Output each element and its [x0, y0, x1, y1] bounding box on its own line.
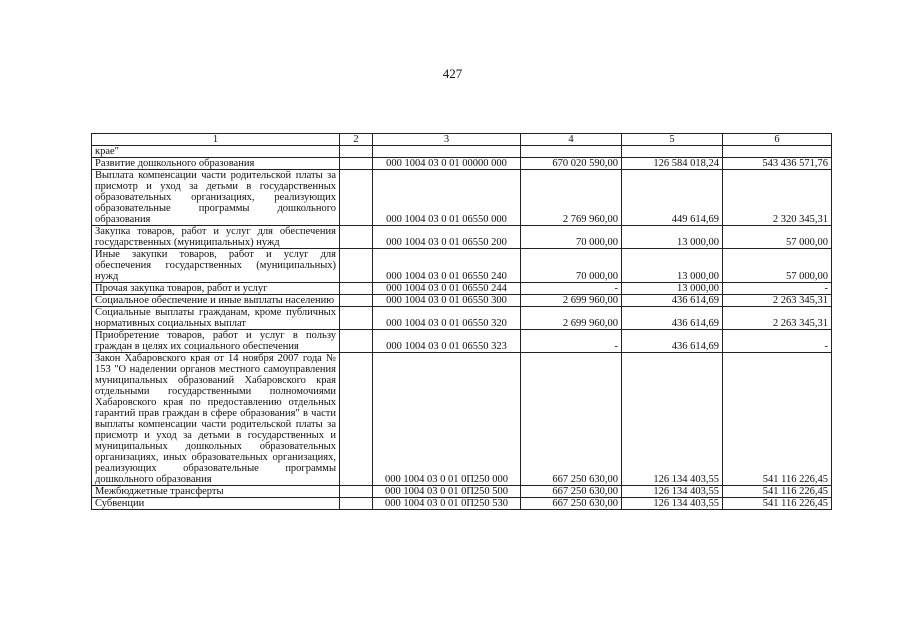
row-col2	[340, 498, 373, 510]
row-col4: 70 000,00	[521, 226, 622, 249]
table-row	[92, 146, 832, 158]
row-code: 000 1004 03 0 01 06550 300	[373, 295, 521, 307]
row-col6: 57 000,00	[723, 249, 832, 283]
row-col6: 2 263 345,31	[723, 295, 832, 307]
row-col4: 667 250 630,00	[521, 498, 622, 510]
row-col5: 126 584 018,24	[622, 158, 723, 170]
row-col2	[340, 146, 373, 158]
row-col5: 436 614,69	[622, 307, 723, 330]
row-col2	[340, 295, 373, 307]
column-header-5: 5	[622, 134, 723, 146]
row-code: 000 1004 03 0 01 0П250 530	[373, 498, 521, 510]
row-code: 000 1004 03 0 01 0П250 500	[373, 486, 521, 498]
row-col6: 2 263 345,31	[723, 307, 832, 330]
row-col6: 541 116 226,45	[723, 498, 832, 510]
row-col5: 436 614,69	[622, 330, 723, 353]
row-col6: -	[723, 330, 832, 353]
row-code: 000 1004 03 0 01 06550 323	[373, 330, 521, 353]
row-col2	[340, 170, 373, 226]
row-name: Социальное обеспечение и иные выплаты населению	[92, 295, 340, 307]
row-col5: 13 000,00	[622, 249, 723, 283]
row-col6: 541 116 226,45	[723, 353, 832, 486]
table-row	[92, 249, 832, 283]
table-row	[92, 486, 832, 498]
row-col2	[340, 226, 373, 249]
table-row	[92, 295, 832, 307]
row-col5: 449 614,69	[622, 170, 723, 226]
row-col6: 57 000,00	[723, 226, 832, 249]
row-col6	[723, 146, 832, 158]
row-code: 000 1004 03 0 01 06550 244	[373, 283, 521, 295]
row-col2	[340, 486, 373, 498]
row-col4: 667 250 630,00	[521, 353, 622, 486]
row-col4: -	[521, 330, 622, 353]
row-col5: 13 000,00	[622, 226, 723, 249]
row-name: Иные закупки товаров, работ и услуг для обеспечения государственных (муниципальных) нужд	[92, 249, 340, 283]
row-col5: 126 134 403,55	[622, 498, 723, 510]
row-col4: 667 250 630,00	[521, 486, 622, 498]
budget-table	[91, 133, 832, 510]
row-col2	[340, 330, 373, 353]
row-name: Социальные выплаты гражданам, кроме публичных нормативных социальных выплат	[92, 307, 340, 330]
column-header-6: 6	[723, 134, 832, 146]
row-name: Закупка товаров, работ и услуг для обеспечения государственных (муниципальных) нужд	[92, 226, 340, 249]
page-number: 427	[442, 66, 463, 81]
row-col4: 2 699 960,00	[521, 307, 622, 330]
row-col4: -	[521, 283, 622, 295]
row-col2	[340, 353, 373, 486]
table-row	[92, 330, 832, 353]
row-name: Межбюджетные трансферты	[92, 486, 340, 498]
row-name: Субвенции	[92, 498, 340, 510]
table-row	[92, 158, 832, 170]
row-name: Закон Хабаровского края от 14 ноября 2007 года № 153 "О наделении органов местного самоуправления муниципальных образований Хабаровского края отдельными государственными полномочиями Хабаровского края по предоставлению отдельных гарантий прав граждан в сфере образования" в части выплаты компенсации части родительской платы за присмотр и уход за детьми в государственных и муниципальных дошкольных образовательных организациях, иных образовательных организациях, реализующих образовательные программы дошкольного образования	[92, 353, 340, 486]
row-col6: 2 320 345,31	[723, 170, 832, 226]
table-row	[92, 226, 832, 249]
table-row	[92, 283, 832, 295]
table-row	[92, 170, 832, 226]
row-col6: -	[723, 283, 832, 295]
row-col4: 670 020 590,00	[521, 158, 622, 170]
row-col4: 2 769 960,00	[521, 170, 622, 226]
row-col6: 543 436 571,76	[723, 158, 832, 170]
row-col2	[340, 283, 373, 295]
table-row	[92, 353, 832, 486]
row-col2	[340, 307, 373, 330]
row-col4: 2 699 960,00	[521, 295, 622, 307]
row-code: 000 1004 03 0 01 06550 000	[373, 170, 521, 226]
row-col4: 70 000,00	[521, 249, 622, 283]
row-name: Приобретение товаров, работ и услуг в пользу граждан в целях их социального обеспечения	[92, 330, 340, 353]
row-code: 000 1004 03 0 01 00000 000	[373, 158, 521, 170]
row-name: крае"	[92, 146, 340, 158]
row-name: Развитие дошкольного образования	[92, 158, 340, 170]
row-col5: 126 134 403,55	[622, 353, 723, 486]
row-name: Прочая закупка товаров, работ и услуг	[92, 283, 340, 295]
column-header-3: 3	[373, 134, 521, 146]
column-header-1: 1	[92, 134, 340, 146]
table-row	[92, 307, 832, 330]
row-col4	[521, 146, 622, 158]
row-code: 000 1004 03 0 01 06550 200	[373, 226, 521, 249]
row-col5: 436 614,69	[622, 295, 723, 307]
table-row	[92, 498, 832, 510]
column-header-2: 2	[340, 134, 373, 146]
row-name: Выплата компенсации части родительской платы за присмотр и уход за детьми в государственных образовательных организациях, реализующих образовательные программы дошкольного образования	[92, 170, 340, 226]
row-code: 000 1004 03 0 01 06550 320	[373, 307, 521, 330]
column-header-4: 4	[521, 134, 622, 146]
row-code: 000 1004 03 0 01 06550 240	[373, 249, 521, 283]
row-col2	[340, 249, 373, 283]
header-row	[92, 134, 832, 146]
row-code: 000 1004 03 0 01 0П250 000	[373, 353, 521, 486]
row-col5: 13 000,00	[622, 283, 723, 295]
row-col5	[622, 146, 723, 158]
row-col5: 126 134 403,55	[622, 486, 723, 498]
row-col6: 541 116 226,45	[723, 486, 832, 498]
row-code	[373, 146, 521, 158]
row-col2	[340, 158, 373, 170]
